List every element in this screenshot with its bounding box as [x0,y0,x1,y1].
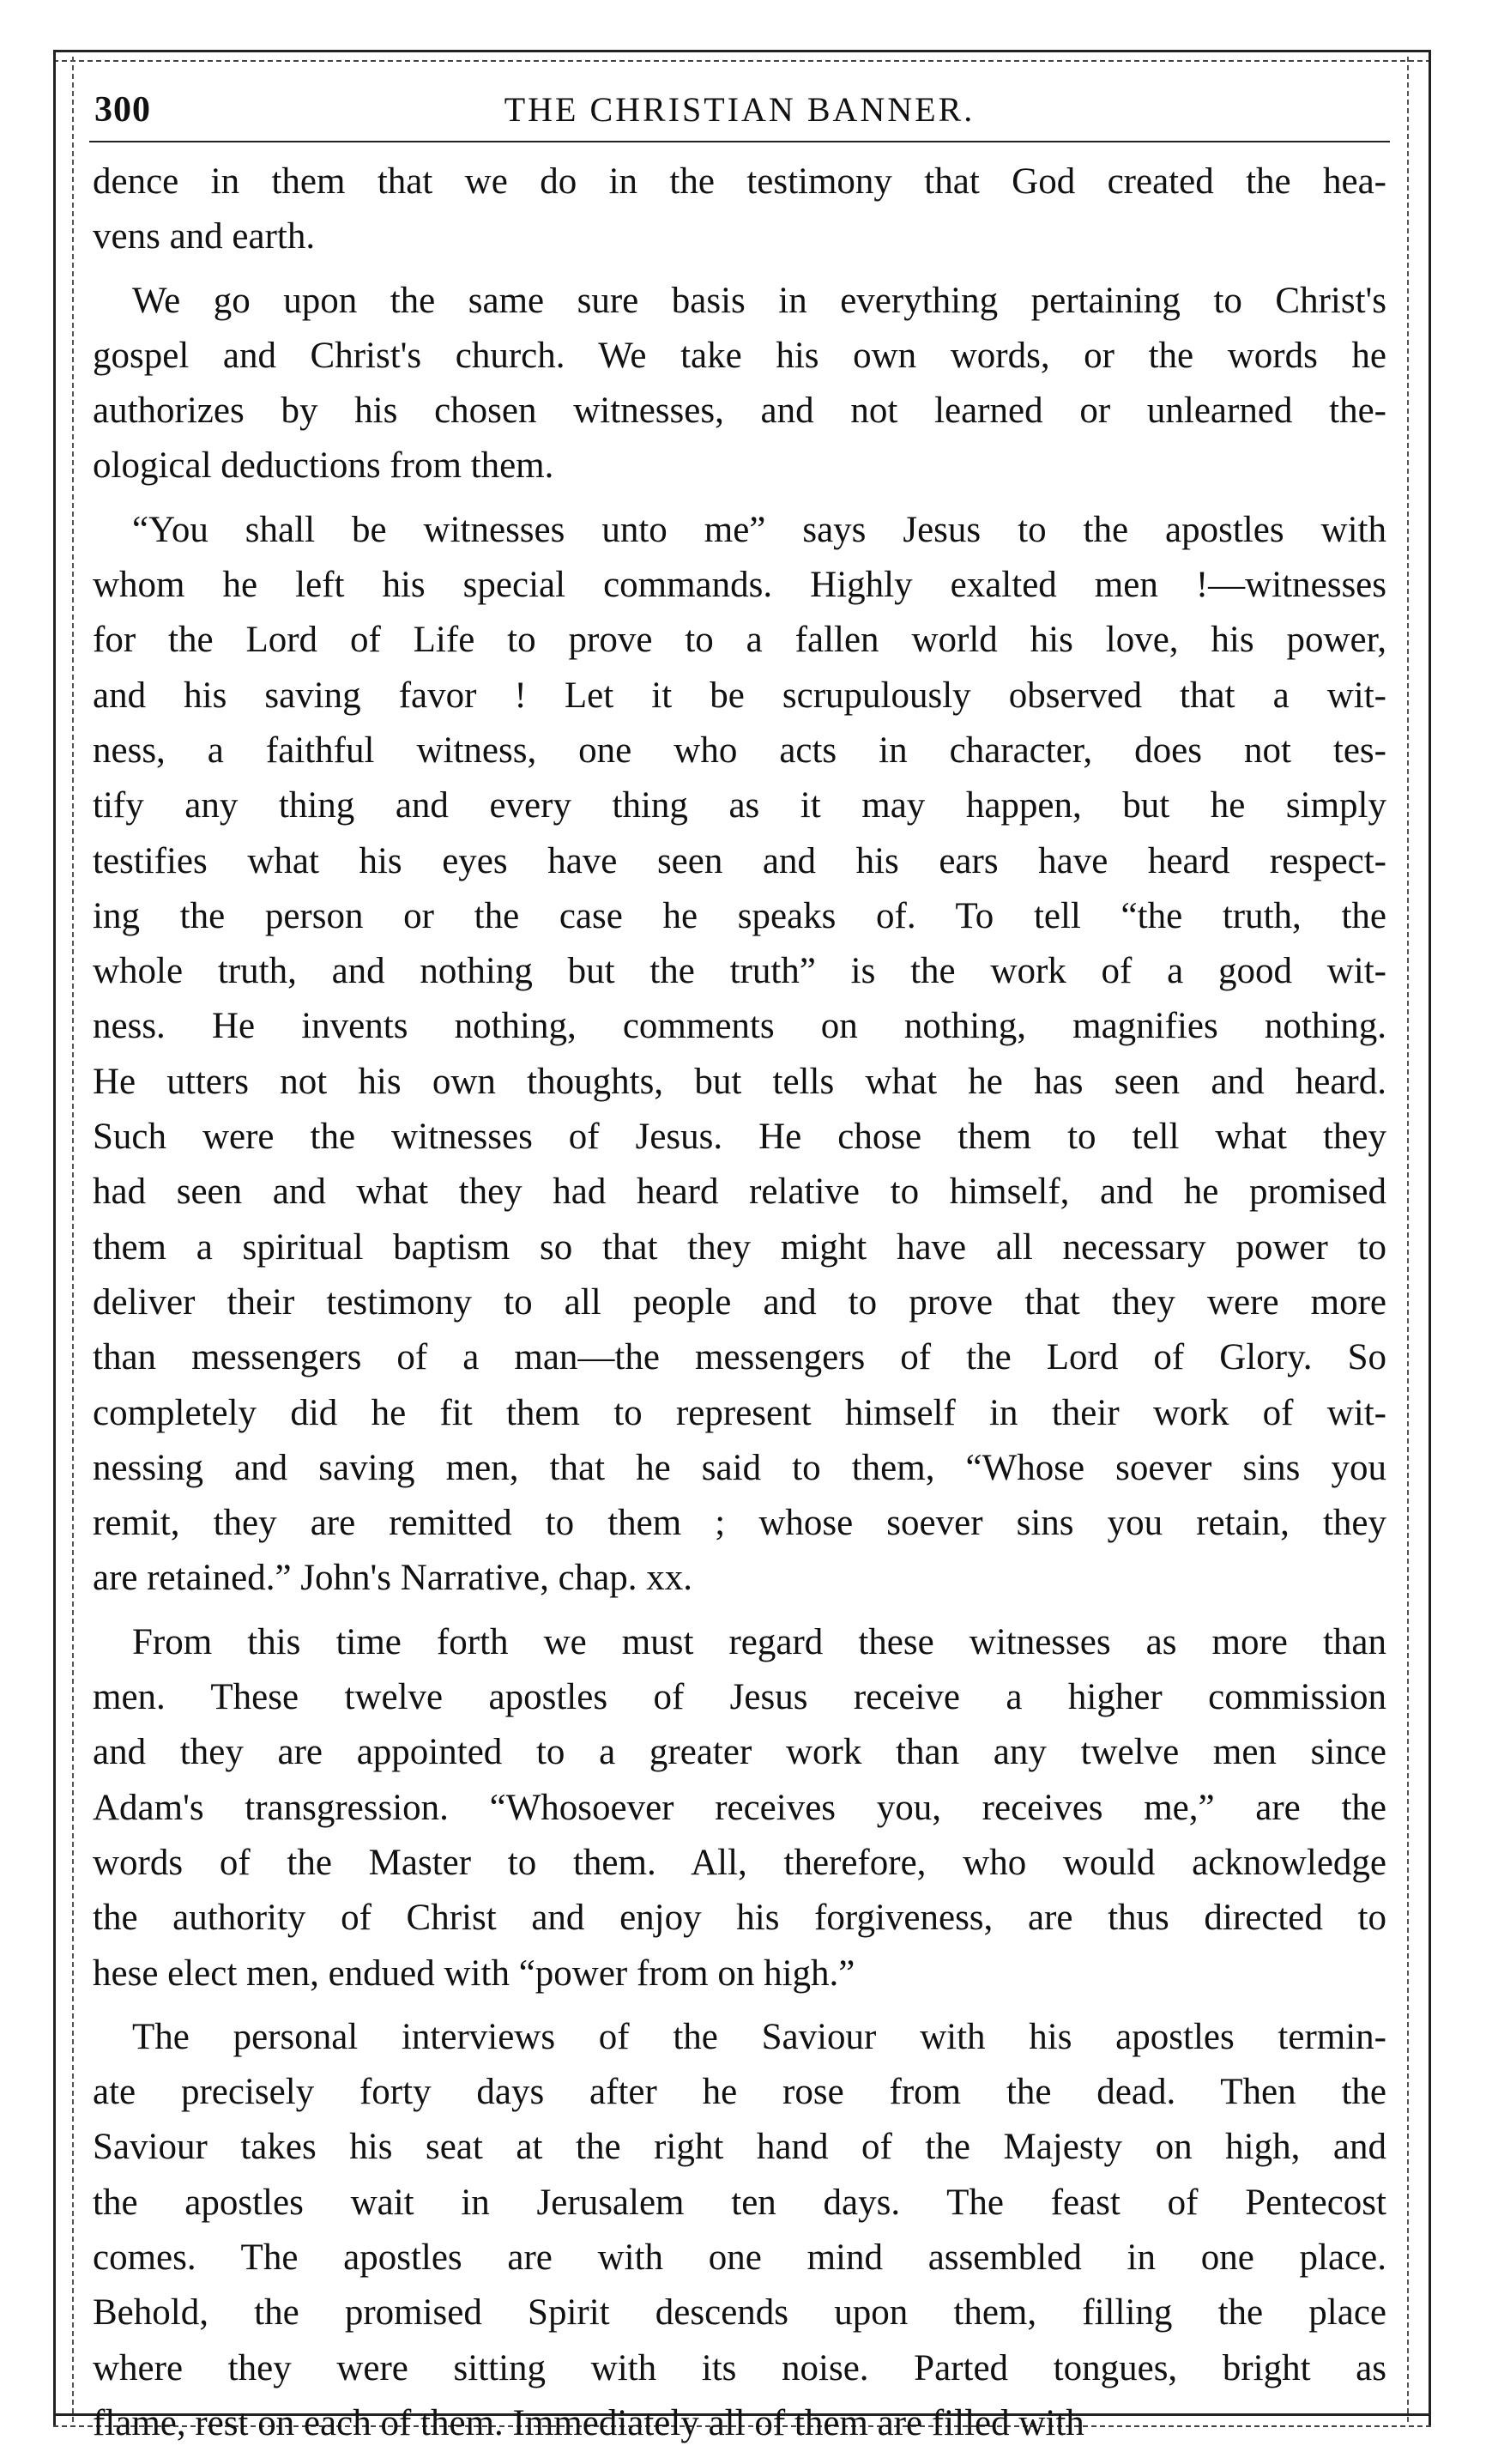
paragraph [93,274,1386,494]
text-line: completely did he fit them to represent himself in their work of wit- [93,1392,1386,1433]
body-text [93,154,1386,2460]
text-line: authorizes by his chosen witnesses, and not learned or unlearned the- [93,390,1386,432]
text-line: comes. The apostles are with one mind assembled in one place. [93,2237,1386,2278]
text-line: From this time forth we must regard these witnesses as more than [132,1621,1386,1662]
text-line: are retained.” John's Narrative, chap. xx. [93,1558,693,1599]
text-line: for the Lord of Life to prove to a fallen world his love, his power, [93,620,1386,661]
paragraph [93,2010,1386,2451]
text-line: dence in them that we do in the testimony that God created the hea- [93,161,1386,202]
text-line: “You shall be witnesses unto me” says Jesus to the apostles with [132,509,1386,550]
text-line: testifies what his eyes have seen and his ears have heard respect- [93,840,1386,881]
text-line: ness, a faithful witness, one who acts in character, does not tes- [93,730,1386,771]
text-line: the authority of Christ and enjoy his forgiveness, are thus directed to [93,1898,1386,1939]
text-line: them a spiritual baptism so that they might have all necessary power to [93,1226,1386,1268]
text-line: hese elect men, endued with “power from on high.” [93,1952,855,1994]
paragraph [93,154,1386,265]
text-line: ing the person or the case he speaks of. To tell “the truth, the [93,895,1386,936]
left-inner-border [72,57,74,2422]
text-line: and they are appointed to a greater work than any twelve men since [93,1732,1386,1773]
text-line: ological deductions from them. [93,445,554,487]
text-line: ate precisely forty days after he rose from the dead. Then the [93,2072,1386,2113]
right-inner-border [1407,57,1409,2422]
running-title: THE CHRISTIAN BANNER. [504,90,976,129]
text-line: nessing and saving men, that he said to them, “Whose soever sins you [93,1447,1386,1488]
text-line: We go upon the same sure basis in everything pertaining to Christ's [132,280,1386,321]
text-line: had seen and what they had heard relative to himself, and he promised [93,1171,1386,1213]
text-line: gospel and Christ's church. We take his own words, or the words he [93,335,1386,376]
text-line: deliver their testimony to all people and to prove that they were more [93,1281,1386,1323]
text-line: whole truth, and nothing but the truth” is the work of a good wit- [93,951,1386,992]
text-line: men. These twelve apostles of Jesus receive a higher commission [93,1677,1386,1718]
text-line: where they were sitting with its noise. Parted tongues, bright as [93,2347,1386,2388]
text-line: vens and earth. [93,216,316,257]
paragraph [93,503,1386,1607]
text-line: whom he left his special commands. Highly exalted men !—witnesses [93,565,1386,606]
text-line: than messengers of a man—the messengers of the Lord of Glory. So [93,1337,1386,1378]
page-number: 300 [94,90,151,130]
text-line: and his saving favor ! Let it be scrupulously observed that a wit- [93,675,1386,716]
text-line: He utters not his own thoughts, but tells what he has seen and heard. [93,1061,1386,1102]
paragraph [93,1615,1386,2001]
header-rule [89,141,1390,142]
text-line: The personal interviews of the Saviour with his apostles termin- [132,2016,1386,2057]
text-line: ness. He invents nothing, comments on nothing, magnifies nothing. [93,1006,1386,1047]
text-line: flame, rest on each of them. Immediately all of them are filled with [93,2402,1084,2443]
text-line: Saviour takes his seat at the right hand of the Majesty on high, and [93,2127,1386,2168]
text-line: Such were the witnesses of Jesus. He chose them to tell what they [93,1117,1386,1158]
page-header [89,86,1390,134]
text-line: the apostles wait in Jerusalem ten days. The feast of Pentecost [93,2182,1386,2223]
text-line: Adam's transgression. “Whosoever receives you, receives me,” are the [93,1787,1386,1828]
text-line: tify any thing and every thing as it may happen, but he simply [93,785,1386,826]
text-line: Behold, the promised Spirit descends upon them, filling the place [93,2292,1386,2334]
text-line: words of the Master to them. All, therefore, who would acknowledge [93,1842,1386,1883]
text-line: remit, they are remitted to them ; whose soever sins you retain, they [93,1503,1386,1544]
